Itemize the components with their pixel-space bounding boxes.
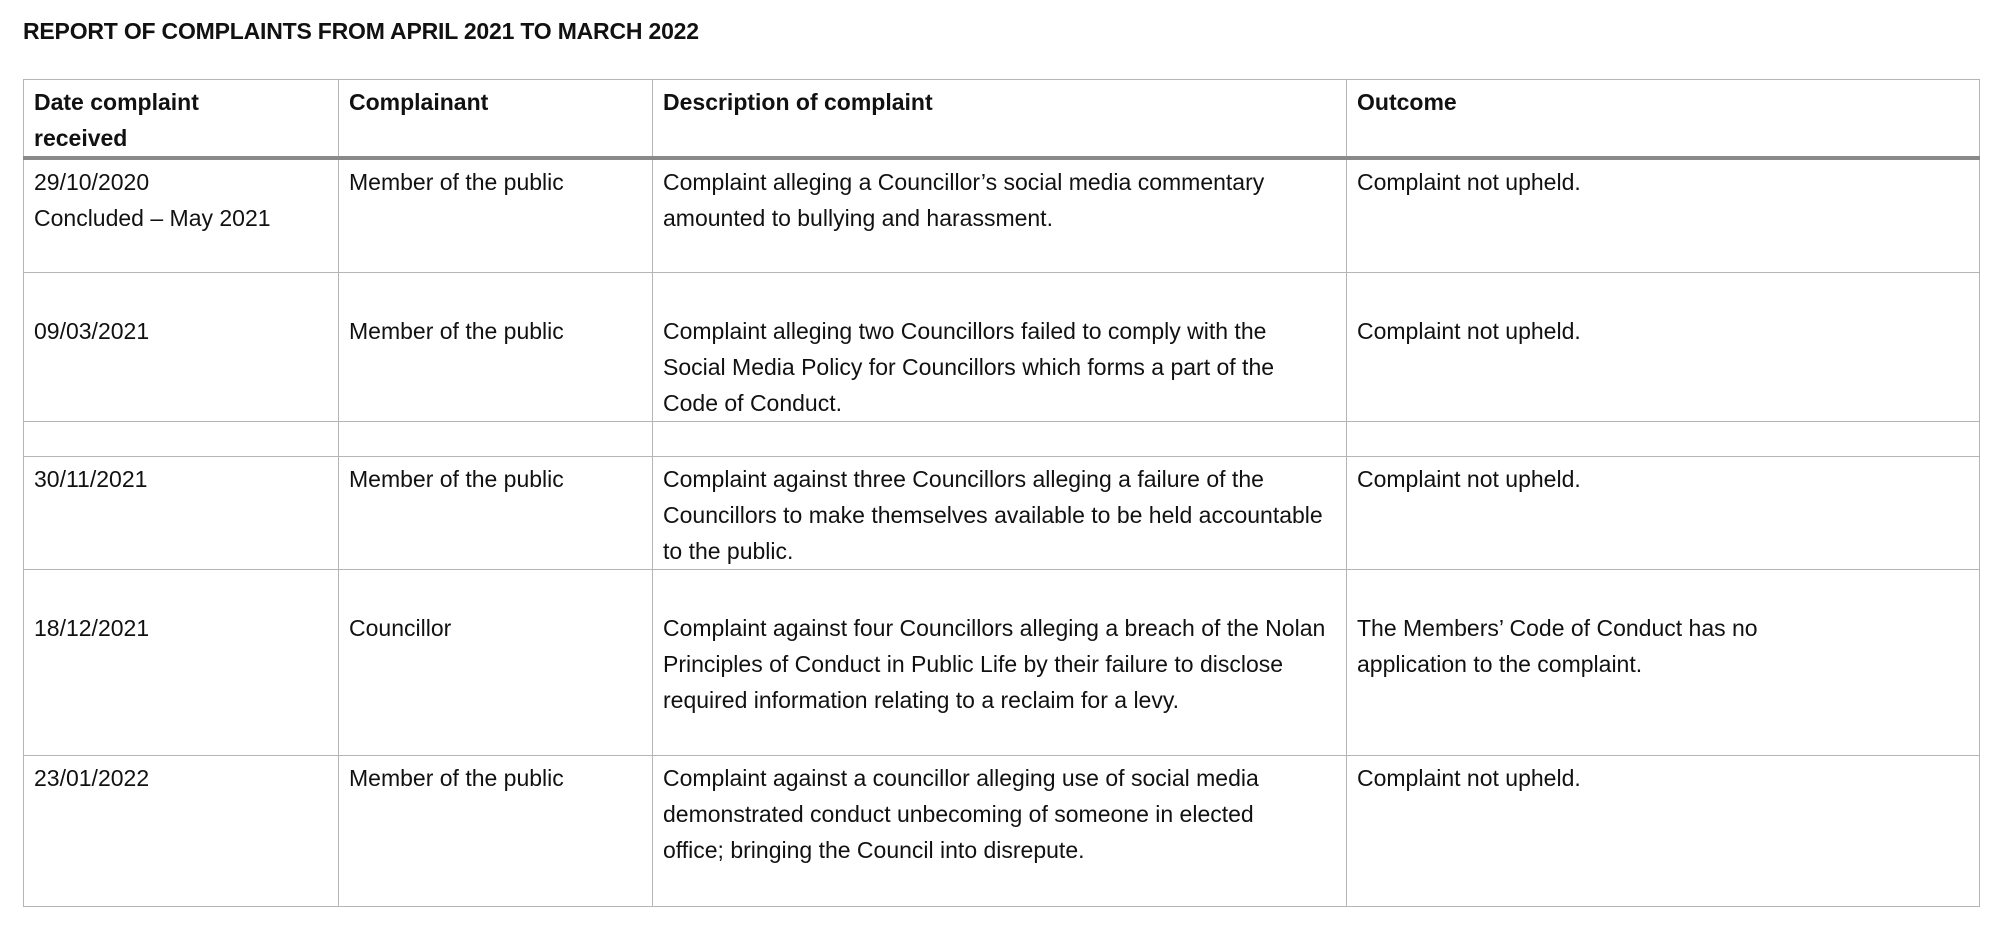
empty-cell [24,422,339,457]
empty-cell [1347,422,1980,457]
description-cell: Complaint alleging a Councillor’s social media commentary amounted to bullying and harassment. [653,158,1347,273]
date-cell: 23/01/2022 [24,756,339,907]
table-row [24,570,1980,756]
date-cell: 30/11/2021 [24,457,339,570]
table-row [24,273,1980,422]
complainant-cell: Member of the public [339,273,653,422]
complainant-cell: Member of the public [339,158,653,273]
header-description: Description of complaint [653,80,1347,159]
complaints-table [23,79,1980,907]
header-date: Date complaint received [24,80,339,159]
description-cell: Complaint against four Councillors alleging a breach of the Nolan Principles of Conduct in Public Life by their failure to disclose required information relating to a reclaim for a levy. [653,570,1347,756]
complainant-cell: Member of the public [339,756,653,907]
outcome-cell: Complaint not upheld. [1347,756,1980,907]
header-outcome: Outcome [1347,80,1980,159]
description-cell: Complaint against three Councillors alleging a failure of the Councillors to make themselves available to be held accountable to the public. [653,457,1347,570]
date-concluded: Concluded – May 2021 [34,205,271,231]
outcome-cell: The Members’ Code of Conduct has no application to the complaint. [1347,570,1980,756]
description-cell: Complaint against a councillor alleging use of social media demonstrated conduct unbecoming of someone in elected office; bringing the Council into disrepute. [653,756,1347,907]
outcome-cell: Complaint not upheld. [1347,273,1980,422]
table-row [24,158,1980,273]
table-row [24,457,1980,570]
report-title: REPORT OF COMPLAINTS FROM APRIL 2021 TO MARCH 2022 [23,18,699,44]
date-cell: 09/03/2021 [24,273,339,422]
date-received: 29/10/2020 [34,169,150,195]
date-cell: 18/12/2021 [24,570,339,756]
outcome-cell: Complaint not upheld. [1347,457,1980,570]
complainant-cell: Member of the public [339,457,653,570]
empty-cell [653,422,1347,457]
date-cell [24,158,339,273]
outcome-cell: Complaint not upheld. [1347,158,1980,273]
header-complainant: Complainant [339,80,653,159]
empty-row [24,422,1980,457]
complainant-cell: Councillor [339,570,653,756]
empty-cell [339,422,653,457]
description-cell: Complaint alleging two Councillors failed to comply with the Social Media Policy for Councillors which forms a part of the Code of Conduct. [653,273,1347,422]
table-row [24,756,1980,907]
table-header-row [24,80,1980,159]
